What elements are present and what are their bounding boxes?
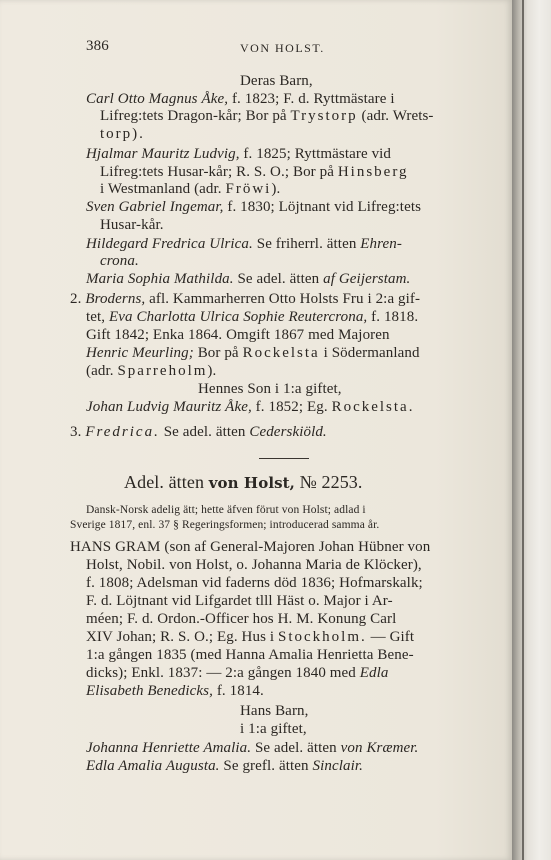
entry-text: (adr. Wrets-	[361, 108, 434, 124]
entry-text: ).	[207, 363, 217, 379]
person-name: Fredrica.	[85, 424, 160, 440]
hg-line4: F. d. Löjtnant vid Lifgardet tlll Häst o. Major i Ar-	[86, 593, 393, 609]
place-name: Rockelsta	[242, 345, 320, 361]
section-title	[124, 474, 363, 492]
place-name: Trystorp	[290, 108, 358, 124]
family-reference: af Geijerstam.	[323, 271, 411, 287]
number-text: № 2253.	[299, 472, 363, 492]
entry-carl	[86, 91, 395, 108]
entry-text: f. 1823; F. d. Ryttmästare i	[231, 91, 395, 107]
entry-text: f. 1830; Löjtnant vid Lifreg:tets	[227, 199, 422, 215]
place-name: Stockholm.	[278, 629, 367, 645]
entry-text: Se adel. ätten	[254, 740, 337, 756]
entry-text: Se adel. ätten	[163, 424, 246, 440]
entry-text: i Södermanland	[323, 345, 420, 361]
entry-text: f. 1825; Ryttmästare vid	[243, 146, 392, 162]
family-reference: von Kræmer.	[340, 740, 419, 756]
person-name: Broderns,	[85, 291, 146, 307]
entry-text: afl. Kammarherren Otto Holsts Fru i 2:a gif-	[149, 291, 421, 307]
hg-line6	[86, 629, 414, 646]
section-divider	[259, 458, 309, 459]
subheading-forsta-giftet: i 1:a giftet,	[240, 721, 307, 737]
entry-edla	[86, 758, 363, 775]
entry-2-line3: Gift 1842; Enka 1864. Omgift 1867 med Majoren	[86, 327, 390, 343]
entry-text: Bor på	[197, 345, 239, 361]
entry-text: Se friherrl. ätten	[256, 236, 357, 252]
hg-line9	[86, 683, 264, 700]
entry-number: 3.	[70, 424, 82, 440]
subheading-deras-barn: Deras Barn,	[240, 73, 313, 89]
intro-line2: Sverige 1817, enl. 37 § Regeringsformen; introducerad samma år.	[70, 519, 380, 531]
page-edge-shadow	[512, 0, 551, 860]
hg-line7: 1:a gången 1835 (med Hanna Amalia Henrietta Bene-	[86, 647, 414, 663]
entry-carl-line3: torp).	[100, 126, 145, 142]
person-name: Sven Gabriel Ingemar,	[86, 199, 224, 215]
entry-text: i Westmanland (adr.	[100, 181, 222, 197]
person-name: Edla Amalia Augusta.	[86, 758, 220, 774]
intro-line1: Dansk-Norsk adelig ätt; hette äfven förut von Holst; adlad i	[86, 504, 366, 516]
person-name: Johanna Henriette Amalia.	[86, 740, 252, 756]
family-name: von Holst,	[208, 474, 296, 492]
entry-sven-line2: Husar-kår.	[100, 217, 164, 233]
entry-text: XIV Johan; R. S. O.; Eg. Hus i	[86, 629, 275, 645]
hg-line5: méen; F. d. Ordon.-Officer hos H. M. Konung Carl	[86, 611, 397, 627]
entry-2-line4	[86, 345, 420, 362]
entry-text: Lifreg:tets Husar-kår; R. S. O.; Bor på	[100, 164, 334, 180]
entry-johanna	[86, 740, 418, 757]
entry-text: f. 1818.	[371, 309, 419, 325]
entry-text: — Gift	[370, 629, 415, 645]
entry-text: Se adel. ätten	[237, 271, 320, 287]
person-name: Edla	[359, 665, 389, 681]
entry-text: (adr.	[86, 363, 114, 379]
hg-line8	[86, 665, 388, 682]
running-title: VON HOLST.	[240, 41, 325, 55]
family-reference: Sinclair.	[312, 758, 363, 774]
entry-text: tet,	[86, 309, 106, 325]
person-name: Eva Charlotta Ulrica Sophie Reutercrona,	[109, 309, 368, 325]
person-name: Hildegard Fredrica Ulrica.	[86, 236, 253, 252]
person-name: Maria Sophia Mathilda.	[86, 271, 234, 287]
entry-text: Lifreg:tets Dragon-kår; Bor på	[100, 108, 287, 124]
entry-3	[70, 424, 327, 441]
person-name: Johan Ludvig Mauritz Åke,	[86, 399, 252, 415]
entry-hildegard-line2: crona.	[100, 253, 139, 269]
entry-text: f. 1814.	[216, 683, 264, 699]
family-reference: Ehren-	[360, 236, 402, 252]
entry-2	[70, 291, 420, 308]
page-edge-line	[522, 0, 524, 860]
title-text: Adel. ätten	[124, 472, 205, 492]
hg-line3: f. 1808; Adelsman vid faderns död 1836; Hofmarskalk;	[86, 575, 423, 591]
entry-2-line5	[86, 363, 216, 380]
place-name: Sparreholm	[117, 363, 208, 379]
subheading-hans-barn: Hans Barn,	[240, 703, 309, 719]
place-name: Hinsberg	[337, 164, 409, 180]
subheading-hennes-son: Hennes Son i 1:a giftet,	[198, 381, 342, 397]
place-name: Fröwi	[225, 181, 272, 197]
entry-hjalmar-line2	[100, 164, 409, 181]
person-name: Carl Otto Magnus Åke,	[86, 91, 229, 107]
page-number: 386	[86, 38, 109, 54]
entry-2-line2	[86, 309, 418, 326]
person-name: Henric Meurling;	[86, 345, 194, 361]
entry-sven	[86, 199, 421, 216]
hg-line1: HANS GRAM (son af General-Majoren Johan Hübner von	[70, 539, 431, 555]
person-name: Elisabeth Benedicks,	[86, 683, 213, 699]
entry-johan	[86, 399, 414, 416]
entry-number: 2.	[70, 291, 82, 307]
entry-text: f. 1852; Eg.	[255, 399, 328, 415]
entry-hjalmar	[86, 146, 391, 163]
entry-carl-line2	[100, 108, 434, 125]
entry-text: Se grefl. ätten	[223, 758, 309, 774]
place-name: Rockelsta.	[331, 399, 415, 415]
person-name: Hjalmar Mauritz Ludvig,	[86, 146, 240, 162]
entry-hjalmar-line3	[100, 181, 280, 198]
family-reference: Cederskiöld.	[249, 424, 327, 440]
entry-text: dicks); Enkl. 1837: — 2:a gången 1840 med	[86, 665, 356, 681]
entry-text: ).	[271, 181, 281, 197]
entry-maria	[86, 271, 410, 288]
entry-hildegard	[86, 236, 402, 253]
hg-line2: Holst, Nobil. von Holst, o. Johanna Maria de Klöcker),	[86, 557, 422, 573]
